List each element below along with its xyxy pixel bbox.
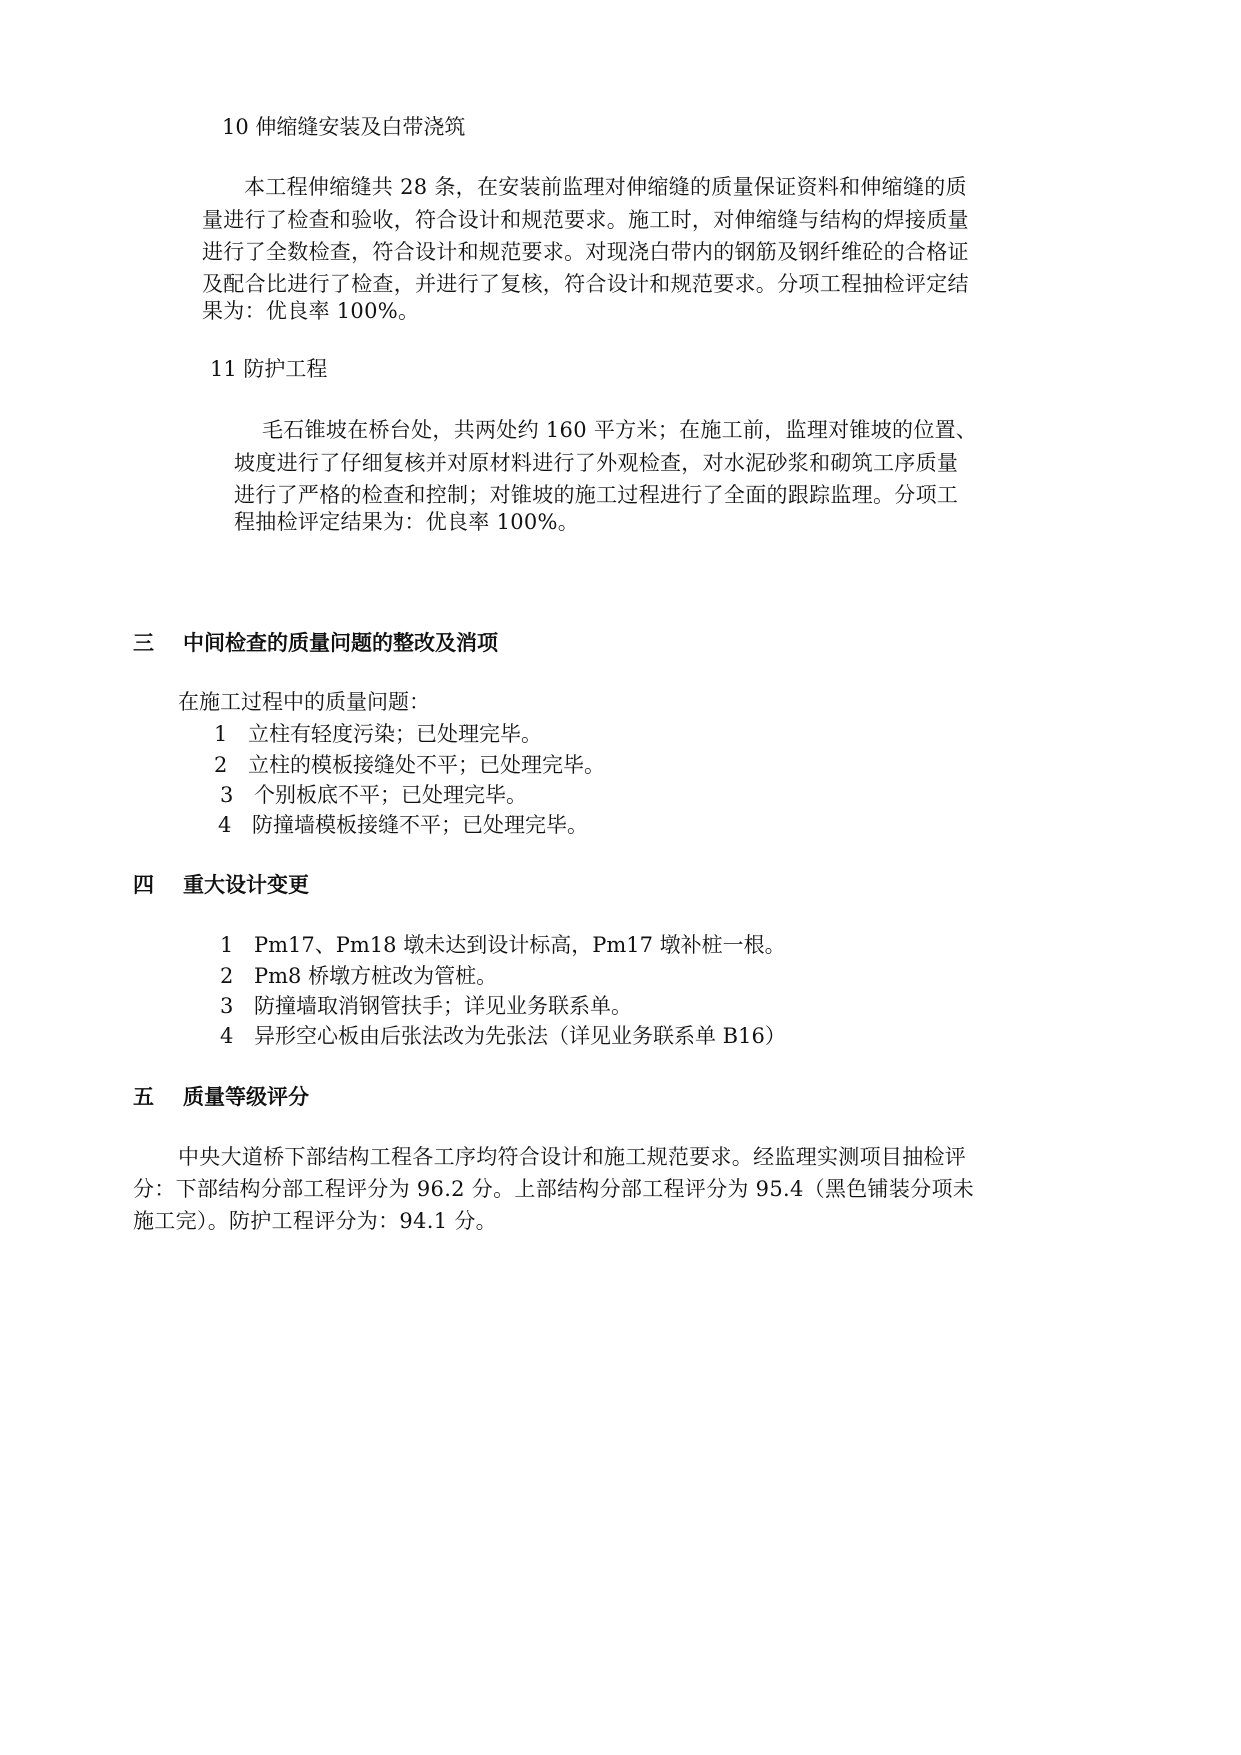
section-3-intro: 在施工过程中的质量问题： [178, 690, 430, 714]
list-item-number: 2 [214, 753, 228, 777]
list-item-number: 4 [218, 813, 232, 837]
section-number: 三 [133, 630, 154, 655]
section-5-heading [133, 1082, 309, 1112]
list-item-text: 防撞墙模板接缝不平；已处理完毕。 [252, 813, 588, 837]
paragraph-line: 毛石锥坡在桥台处，共两处约 160 平方米；在施工前，监理对锥坡的位置、 [262, 418, 978, 442]
list-item-text: 防撞墙取消钢管扶手；详见业务联系单。 [254, 994, 632, 1018]
list-item [220, 930, 786, 960]
section-11-heading: 11 防护工程 [210, 357, 328, 381]
list-item [220, 991, 632, 1021]
list-item-number: 1 [220, 933, 234, 957]
list-item-number: 1 [214, 722, 228, 746]
list-item-text: 个别板底不平；已处理完毕。 [254, 783, 527, 807]
list-item [214, 719, 542, 749]
list-item [220, 961, 497, 991]
paragraph-line: 中央大道桥下部结构工程各工序均符合设计和施工规范要求。经监理实测项目抽检评 [178, 1145, 967, 1169]
list-item-text: 立柱有轻度污染；已处理完毕。 [248, 722, 542, 746]
section-title: 重大设计变更 [183, 872, 309, 897]
list-item-number: 4 [220, 1024, 234, 1048]
paragraph-line: 本工程伸缩缝共 28 条，在安装前监理对伸缩缝的质量保证资料和伸缩缝的质 [244, 175, 967, 199]
list-item-text: Pm8 桥墩方桩改为管桩。 [254, 964, 498, 988]
list-item-text: 立柱的模板接缝处不平；已处理完毕。 [248, 753, 605, 777]
paragraph-line: 果为：优良率 100%。 [202, 299, 420, 323]
list-item [214, 750, 605, 780]
list-item-number: 2 [220, 964, 234, 988]
section-title: 质量等级评分 [183, 1084, 309, 1109]
section-10-heading: 10 伸缩缝安装及白带浇筑 [222, 115, 466, 139]
paragraph-line: 进行了严格的检查和控制；对锥坡的施工过程进行了全面的跟踪监理。分项工 [234, 483, 959, 507]
paragraph-line: 程抽检评定结果为：优良率 100%。 [234, 510, 580, 534]
paragraph-line: 量进行了检查和验收，符合设计和规范要求。施工时，对伸缩缝与结构的焊接质量 [202, 208, 969, 232]
list-item-number: 3 [220, 783, 234, 807]
section-4-heading [133, 870, 309, 900]
paragraph-line: 分：下部结构分部工程评分为 96.2 分。上部结构分部工程评分为 95.4（黑色铺装分项未 [133, 1177, 975, 1201]
list-item [220, 1021, 786, 1051]
section-3-heading [133, 628, 498, 658]
section-number: 四 [133, 872, 154, 897]
list-item-number: 3 [220, 994, 234, 1018]
list-item [220, 780, 527, 810]
paragraph-line: 施工完）。防护工程评分为：94.1 分。 [133, 1209, 497, 1233]
paragraph-line: 进行了全数检查，符合设计和规范要求。对现浇白带内的钢筋及钢纤维砼的合格证 [202, 240, 969, 264]
list-item-text: Pm17、Pm18 墩未达到设计标高，Pm17 墩补桩一根。 [254, 933, 786, 957]
list-item [218, 810, 588, 840]
list-item-text: 异形空心板由后张法改为先张法（详见业务联系单 B16） [254, 1024, 786, 1048]
paragraph-line: 及配合比进行了检查，并进行了复核，符合设计和规范要求。分项工程抽检评定结 [202, 272, 969, 296]
section-title: 中间检查的质量问题的整改及消项 [183, 630, 498, 655]
section-number: 五 [133, 1084, 154, 1109]
paragraph-line: 坡度进行了仔细复核并对原材料进行了外观检查，对水泥砂浆和砌筑工序质量 [234, 451, 959, 475]
